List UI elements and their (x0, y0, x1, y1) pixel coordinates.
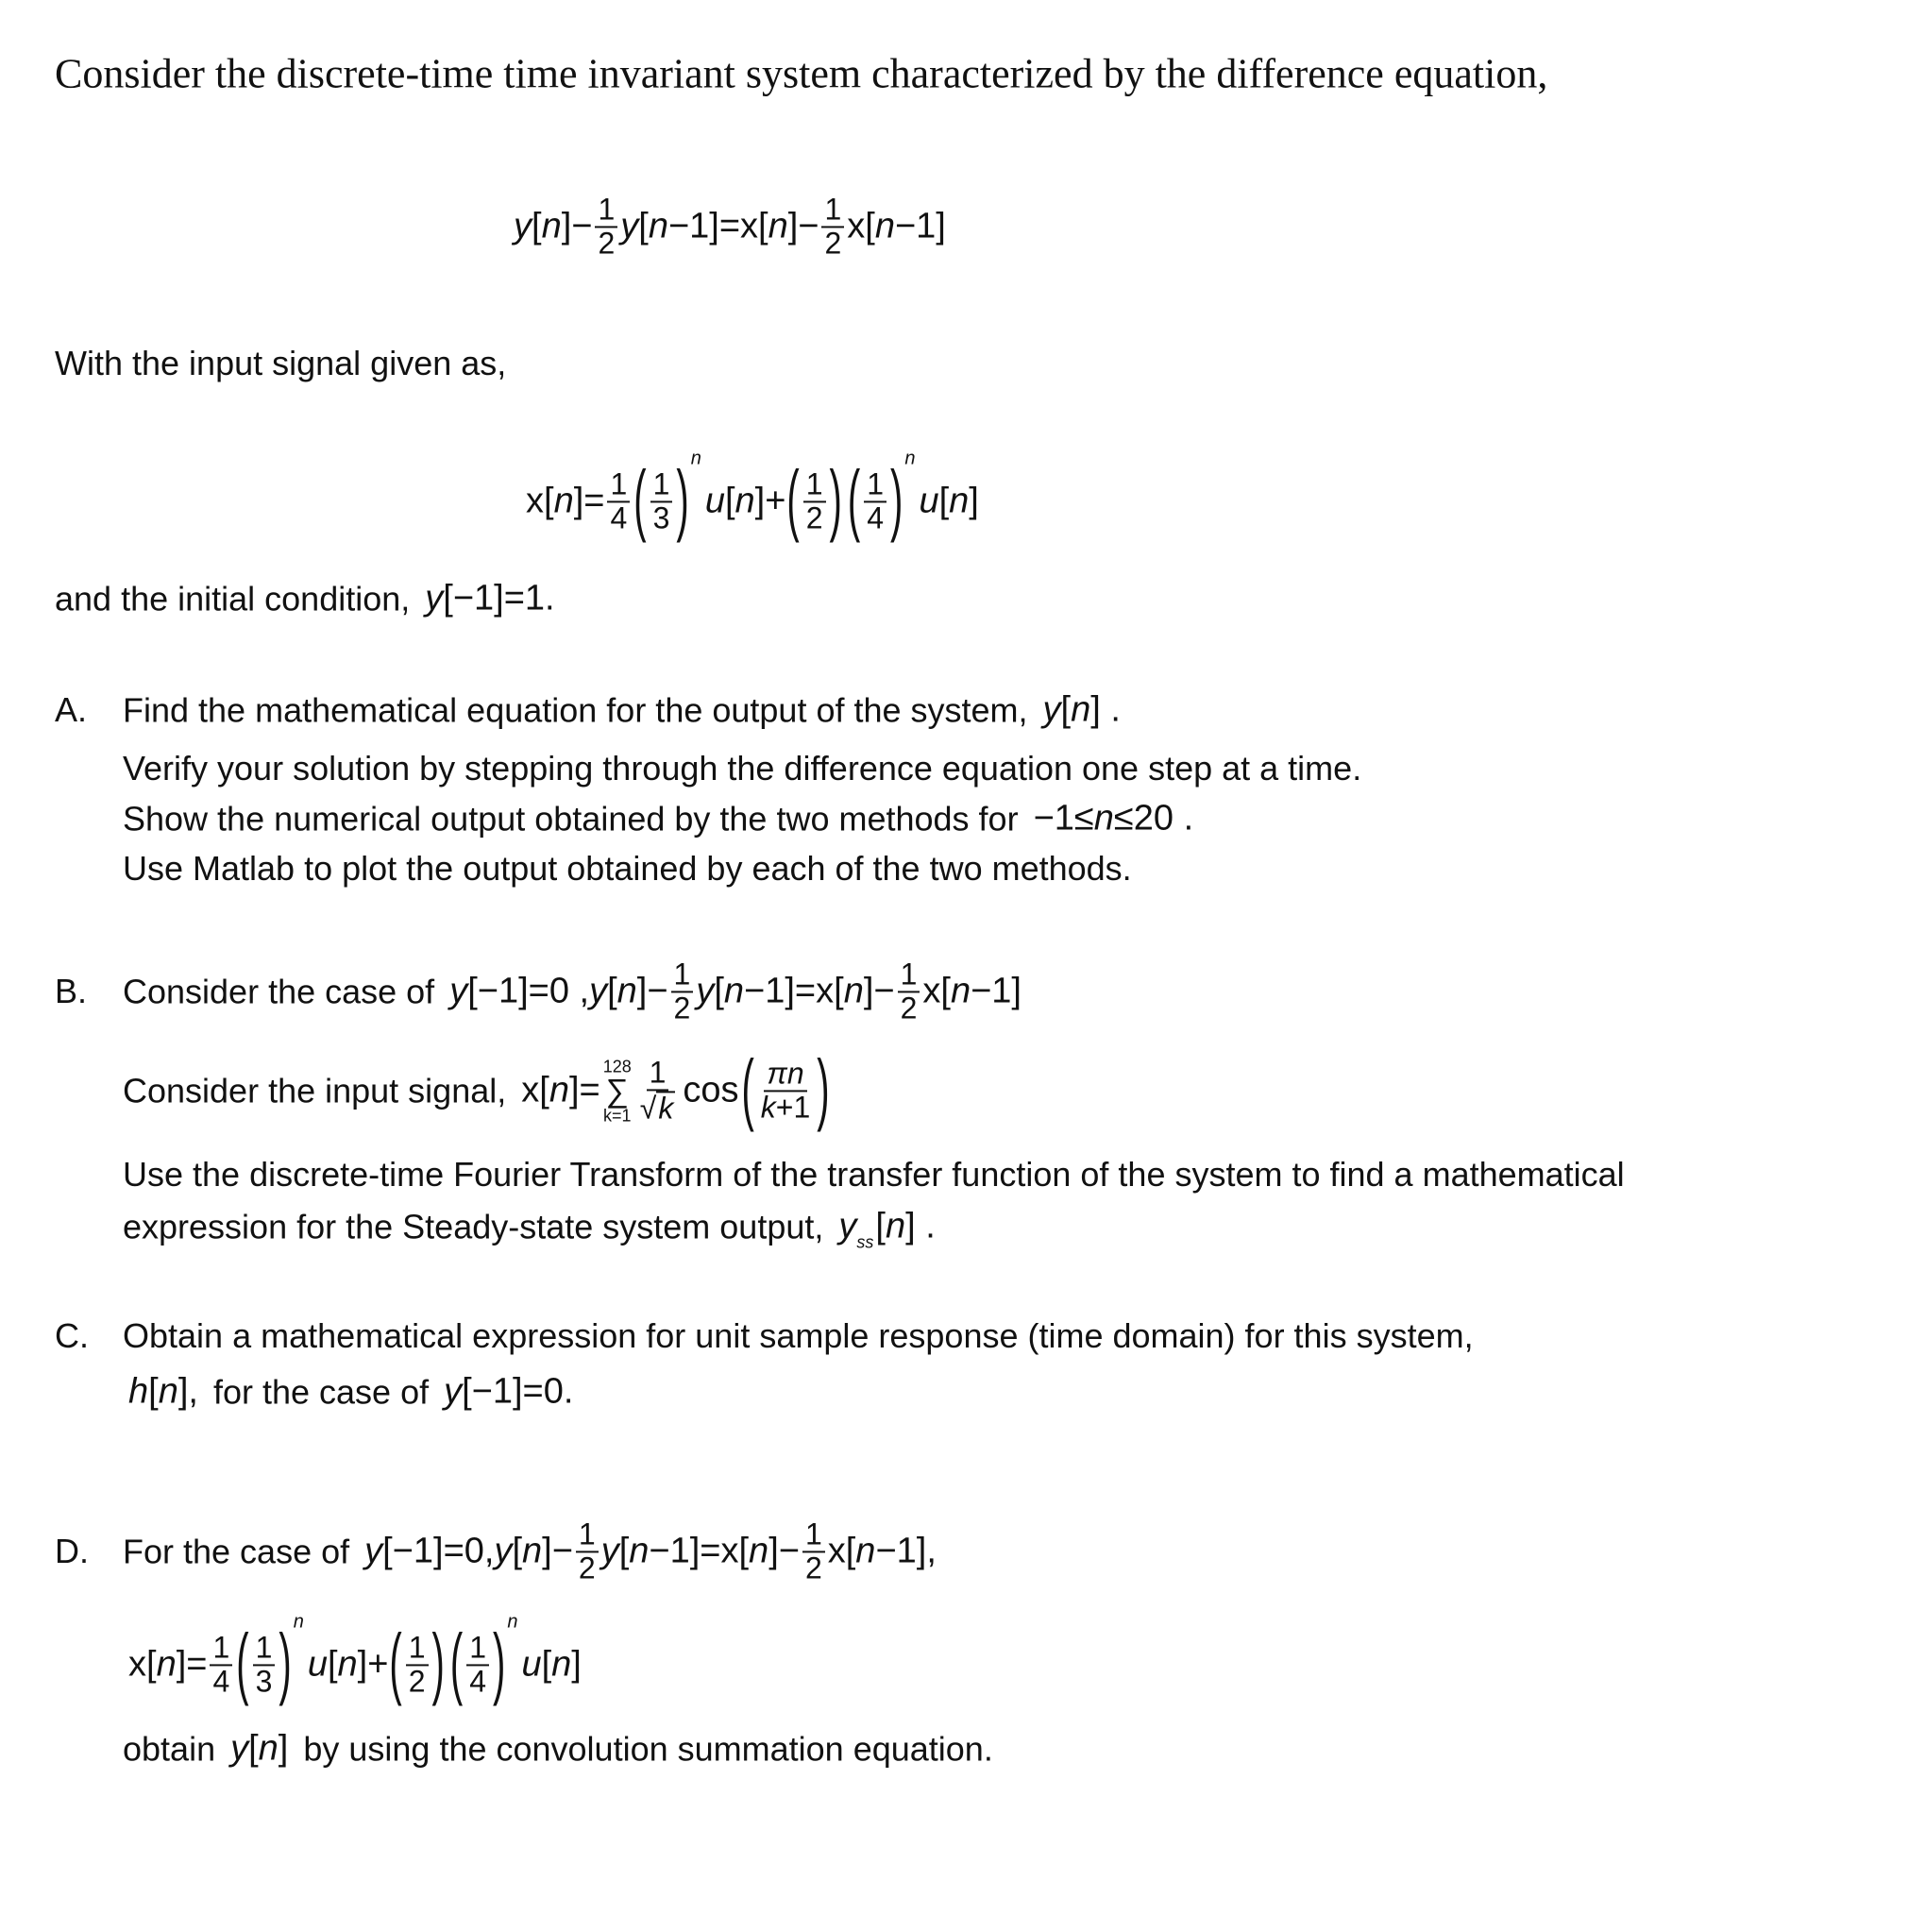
math-text: x[ (128, 1644, 157, 1685)
math-text: 1 (610, 466, 628, 501)
math-text: [−1]=0. (462, 1371, 574, 1412)
math-text: −1]= (667, 206, 741, 246)
numerator (802, 1518, 825, 1552)
part-c-line (123, 1372, 579, 1413)
math-text: 1 (649, 1055, 667, 1090)
math-text: x (847, 206, 866, 246)
part-c-line (123, 1316, 1474, 1356)
math-variable: y (230, 1728, 249, 1769)
denominator (671, 992, 694, 1025)
math-text: ≤20 . (1113, 798, 1194, 839)
math-variable: n (648, 206, 668, 246)
math-text: 4 (610, 500, 628, 534)
math-variable: y (838, 1206, 857, 1246)
denominator (253, 1666, 276, 1698)
parenthesized-group (785, 456, 842, 545)
numerator (406, 1632, 429, 1666)
part-a-line (123, 849, 1132, 889)
math-expression (1043, 690, 1121, 731)
intro-text: Consider the discrete-time time invariant system characterized by the difference equation, (55, 50, 1548, 97)
math-text: 2 (673, 991, 691, 1025)
math-text: ]+ (357, 1644, 389, 1685)
math-expression (425, 579, 554, 619)
numerator (466, 1632, 489, 1666)
math-variable: y (444, 1371, 463, 1412)
math-expression (526, 448, 979, 545)
math-text: 2 (408, 1664, 426, 1698)
line-text: Find the mathematical equation for the output of the system, (123, 690, 1038, 729)
numerator (671, 958, 694, 992)
math-variable: y (494, 1531, 513, 1571)
math-variable: n (874, 206, 895, 246)
math-variable: n (723, 971, 745, 1011)
math-text: 2 (598, 226, 616, 260)
line-text: and the initial condition, (55, 579, 420, 618)
math-text: [ (714, 971, 724, 1011)
input-intro-text: With the input signal given as, (55, 344, 507, 382)
math-variable: k (760, 1090, 776, 1124)
math-text: ] (571, 1644, 582, 1685)
line-text: Consider the input signal, (123, 1071, 516, 1110)
line-text: Show the numerical output obtained by the two methods for (123, 799, 1028, 838)
exponent: n (507, 1611, 518, 1633)
math-variable: n (629, 1531, 650, 1571)
part-b-line (123, 958, 1027, 1024)
math-text: 4 (212, 1664, 230, 1698)
line-text: by using the convolution summation equation. (294, 1729, 993, 1768)
math-variable: u (307, 1644, 328, 1685)
left-paren: ( (236, 1619, 249, 1708)
fraction (758, 1058, 813, 1123)
math-variable: n (734, 481, 755, 521)
math-text: ] . (1090, 689, 1121, 730)
part-b-line (123, 1155, 1625, 1195)
line-text: Consider the case of (123, 972, 445, 1010)
math-text: [−1]=1. (443, 578, 555, 619)
math-expression (521, 1045, 834, 1134)
math-text: ]= (573, 481, 605, 521)
math-variable: h (128, 1371, 149, 1412)
math-variable: n (1093, 798, 1114, 839)
math-variable: u (919, 481, 939, 521)
fraction (576, 1518, 599, 1584)
line-text: For the case of (123, 1532, 360, 1570)
math-text: ] (278, 1728, 289, 1769)
numerator (607, 468, 630, 502)
left-paren: ( (847, 456, 861, 545)
math-text: ]+ (754, 481, 786, 521)
denominator (758, 1092, 813, 1124)
math-text: 1 (212, 1630, 230, 1665)
math-text: −1]=x[ (744, 971, 844, 1011)
part-d-line (123, 1518, 942, 1584)
math-variable: n (616, 971, 637, 1011)
math-variable: n (855, 1531, 876, 1571)
math-variable: n (158, 1371, 178, 1412)
fraction (671, 958, 694, 1024)
math-text: −1]=x[ (649, 1531, 750, 1571)
denominator (802, 1552, 825, 1585)
math-text: 4 (867, 500, 884, 534)
math-text: 1 (578, 1517, 596, 1551)
math-text: ]= (176, 1644, 208, 1685)
math-variable: n (553, 481, 574, 521)
math-text: ]− (636, 971, 668, 1011)
math-variable: n (1071, 689, 1091, 730)
part-a-label: A. (55, 690, 88, 729)
math-text: −1] (894, 206, 946, 246)
fraction (821, 194, 844, 259)
numerator (803, 468, 826, 502)
right-paren: ) (817, 1045, 830, 1134)
part-c-label: C. (55, 1316, 89, 1355)
numerator (253, 1632, 276, 1666)
exponent: n (690, 448, 701, 469)
math-variable: y (449, 971, 468, 1011)
numerator (764, 1058, 806, 1092)
exponent: n (904, 448, 916, 469)
denominator (637, 1091, 679, 1125)
numerator (821, 194, 844, 228)
fraction (898, 958, 920, 1024)
denominator (607, 502, 630, 534)
fraction (406, 1632, 429, 1697)
right-paren: ) (493, 1619, 506, 1708)
math-variable: πn (767, 1056, 804, 1091)
math-expression (514, 194, 946, 259)
summation (603, 1058, 632, 1124)
fraction (607, 468, 630, 534)
math-text: 1 (255, 1630, 273, 1665)
denominator (466, 1666, 489, 1698)
math-text: −1] (971, 971, 1022, 1011)
math-expression (1034, 799, 1194, 839)
input-signal-equation (520, 448, 985, 545)
math-variable: n (522, 1531, 543, 1571)
math-text: 1 (408, 1630, 426, 1665)
left-paren: ( (633, 456, 647, 545)
math-text: 2 (804, 1551, 822, 1585)
math-text: 1 (598, 192, 616, 227)
math-text: 2 (824, 226, 842, 260)
math-text: ] (969, 481, 979, 521)
math-text: 1 (804, 1517, 822, 1551)
math-text: 4 (469, 1664, 486, 1698)
math-variable: n (337, 1644, 358, 1685)
math-text: [−1]=0, (382, 1531, 495, 1571)
math-text: 2 (578, 1551, 596, 1585)
math-variable: y (1042, 689, 1061, 730)
math-text: [ (512, 1531, 523, 1571)
math-text: ]− (863, 971, 895, 1011)
part-a-line (123, 749, 1361, 788)
math-variable: y (364, 1531, 383, 1571)
difference-equation (508, 194, 952, 259)
math-text: [ (938, 481, 950, 521)
numerator (210, 1632, 232, 1666)
left-paren: ( (389, 1619, 402, 1708)
line-text: Use Matlab to plot the output obtained by each of the two methods. (123, 849, 1132, 888)
denominator (650, 502, 673, 534)
math-text: ]− (787, 206, 819, 246)
denominator (576, 1552, 599, 1585)
right-paren: ) (279, 1619, 292, 1708)
math-text: [ (607, 971, 617, 1011)
math-text: ]− (542, 1531, 573, 1571)
line-text: expression for the Steady-state system output, (123, 1207, 834, 1246)
part-b-line (123, 1206, 941, 1252)
right-paren: ) (829, 456, 842, 545)
math-variable: y (514, 206, 532, 246)
math-variable: n (549, 1070, 569, 1110)
math-text: [ (758, 206, 768, 246)
left-paren: ( (786, 456, 800, 545)
denominator (864, 502, 886, 534)
math-variable: y (425, 578, 444, 619)
math-variable: n (258, 1728, 279, 1769)
math-variable: u (521, 1644, 542, 1685)
math-variable: n (949, 481, 970, 521)
denominator (210, 1666, 232, 1698)
math-text: [ (541, 1644, 552, 1685)
math-expression (838, 1206, 936, 1252)
math-variable: n (885, 1206, 906, 1246)
math-variable: n (843, 971, 864, 1011)
numerator (595, 194, 617, 228)
sum-lower-limit: k=1 (602, 1106, 632, 1125)
math-text: ]= (568, 1070, 600, 1110)
part-b-line (123, 1045, 840, 1134)
fraction (803, 468, 826, 534)
sigma-symbol: ∑ (605, 1073, 629, 1109)
right-paren: ) (676, 456, 689, 545)
subscript: ss (856, 1232, 874, 1252)
square-root (640, 1091, 676, 1125)
math-variable: n (541, 206, 562, 246)
math-variable: n (551, 1644, 572, 1685)
math-text: [ (248, 1728, 259, 1769)
math-text: [ (1060, 689, 1072, 730)
parenthesized-group (633, 448, 701, 545)
numerator (576, 1518, 599, 1552)
math-text: [ (875, 1206, 886, 1246)
math-text: [ (148, 1371, 159, 1412)
math-text: 1 (469, 1630, 486, 1665)
math-expression (128, 1611, 582, 1708)
math-variable: n (749, 1531, 769, 1571)
math-text: ] . (905, 1206, 936, 1246)
initial-condition-line (55, 579, 561, 619)
part-b-label: B. (55, 972, 88, 1010)
radicand: k (658, 1091, 674, 1125)
math-variable: y (600, 1531, 619, 1571)
part-a-line (123, 690, 1126, 731)
line-text: Obtain a mathematical expression for unit sample response (time domain) for this system, (123, 1316, 1474, 1355)
math-text: [ (618, 1531, 630, 1571)
parenthesized-group (235, 1611, 304, 1708)
left-paren: ( (741, 1045, 754, 1134)
math-text: x[ (922, 971, 951, 1011)
math-text: 2 (900, 991, 918, 1025)
part-d-line (123, 1611, 587, 1708)
math-variable: y (620, 206, 639, 246)
math-text: +1 (775, 1090, 811, 1124)
math-expression (230, 1729, 288, 1770)
math-text: 1 (867, 466, 884, 501)
part-d-label: D. (55, 1532, 89, 1570)
denominator (595, 228, 617, 260)
line-text: obtain (123, 1729, 226, 1768)
math-text: 3 (255, 1664, 273, 1698)
left-paren: ( (449, 1619, 464, 1708)
numerator (898, 958, 920, 992)
denominator (821, 228, 844, 260)
numerator (650, 468, 673, 502)
numerator (864, 468, 886, 502)
math-variable: n (950, 971, 971, 1011)
line-text: Verify your solution by stepping through the difference equation one step at a time. (123, 749, 1362, 788)
math-variable: n (768, 206, 788, 246)
math-text: 1 (900, 957, 918, 991)
parenthesized-group (388, 1619, 445, 1708)
math-text: [−1]=0 , (467, 971, 590, 1011)
math-text: 3 (652, 500, 670, 534)
math-text: 1 (673, 957, 691, 991)
math-text: 1 (824, 192, 842, 227)
math-expression (444, 1372, 573, 1413)
part-a-line (123, 799, 1199, 839)
math-text: ], (177, 1371, 198, 1412)
math-variable: y (589, 971, 608, 1011)
fraction (637, 1057, 679, 1124)
cos-function: cos (683, 1070, 739, 1110)
line-text: for the case of (203, 1372, 439, 1411)
math-expression (128, 1372, 198, 1413)
right-paren: ) (890, 456, 903, 545)
fraction (210, 1632, 232, 1697)
math-text: [ (638, 206, 649, 246)
math-text: [ (724, 481, 735, 521)
math-expression (449, 958, 1022, 1024)
denominator (406, 1666, 429, 1698)
radical-sign: √ (639, 1091, 657, 1125)
math-text: ]− (768, 1531, 800, 1571)
numerator (647, 1057, 669, 1091)
math-variable: u (704, 481, 725, 521)
math-variable: n (156, 1644, 177, 1685)
math-text: x (740, 206, 759, 246)
denominator (803, 502, 826, 534)
fraction (650, 468, 673, 534)
math-text: x[ (526, 481, 554, 521)
fraction (864, 468, 886, 534)
math-text: 2 (805, 500, 823, 534)
math-text: 1 (805, 466, 823, 501)
exponent: n (293, 1611, 304, 1633)
line-text: Use the discrete-time Fourier Transform of the transfer function of the system to find a mathematical (123, 1155, 1625, 1194)
fraction (802, 1518, 825, 1584)
part-d-line (123, 1729, 993, 1770)
math-text: [ (532, 206, 542, 246)
right-paren: ) (431, 1619, 445, 1708)
denominator (898, 992, 920, 1025)
math-text: −1≤ (1033, 798, 1094, 839)
math-text: −1], (875, 1531, 937, 1571)
parenthesized-group (740, 1045, 830, 1134)
parenthesized-group (449, 1611, 518, 1708)
sum-upper-limit: 128 (602, 1057, 632, 1076)
math-variable: y (696, 971, 715, 1011)
math-text: x[ (521, 1070, 549, 1110)
fraction (466, 1632, 489, 1697)
math-text: 1 (652, 466, 670, 501)
math-text: [ (865, 206, 875, 246)
math-text: ]− (561, 206, 593, 246)
math-expression (364, 1518, 937, 1584)
math-text: [ (327, 1644, 338, 1685)
math-text: x[ (827, 1531, 856, 1571)
parenthesized-group (847, 448, 916, 545)
fraction (253, 1632, 276, 1697)
fraction (595, 194, 617, 259)
